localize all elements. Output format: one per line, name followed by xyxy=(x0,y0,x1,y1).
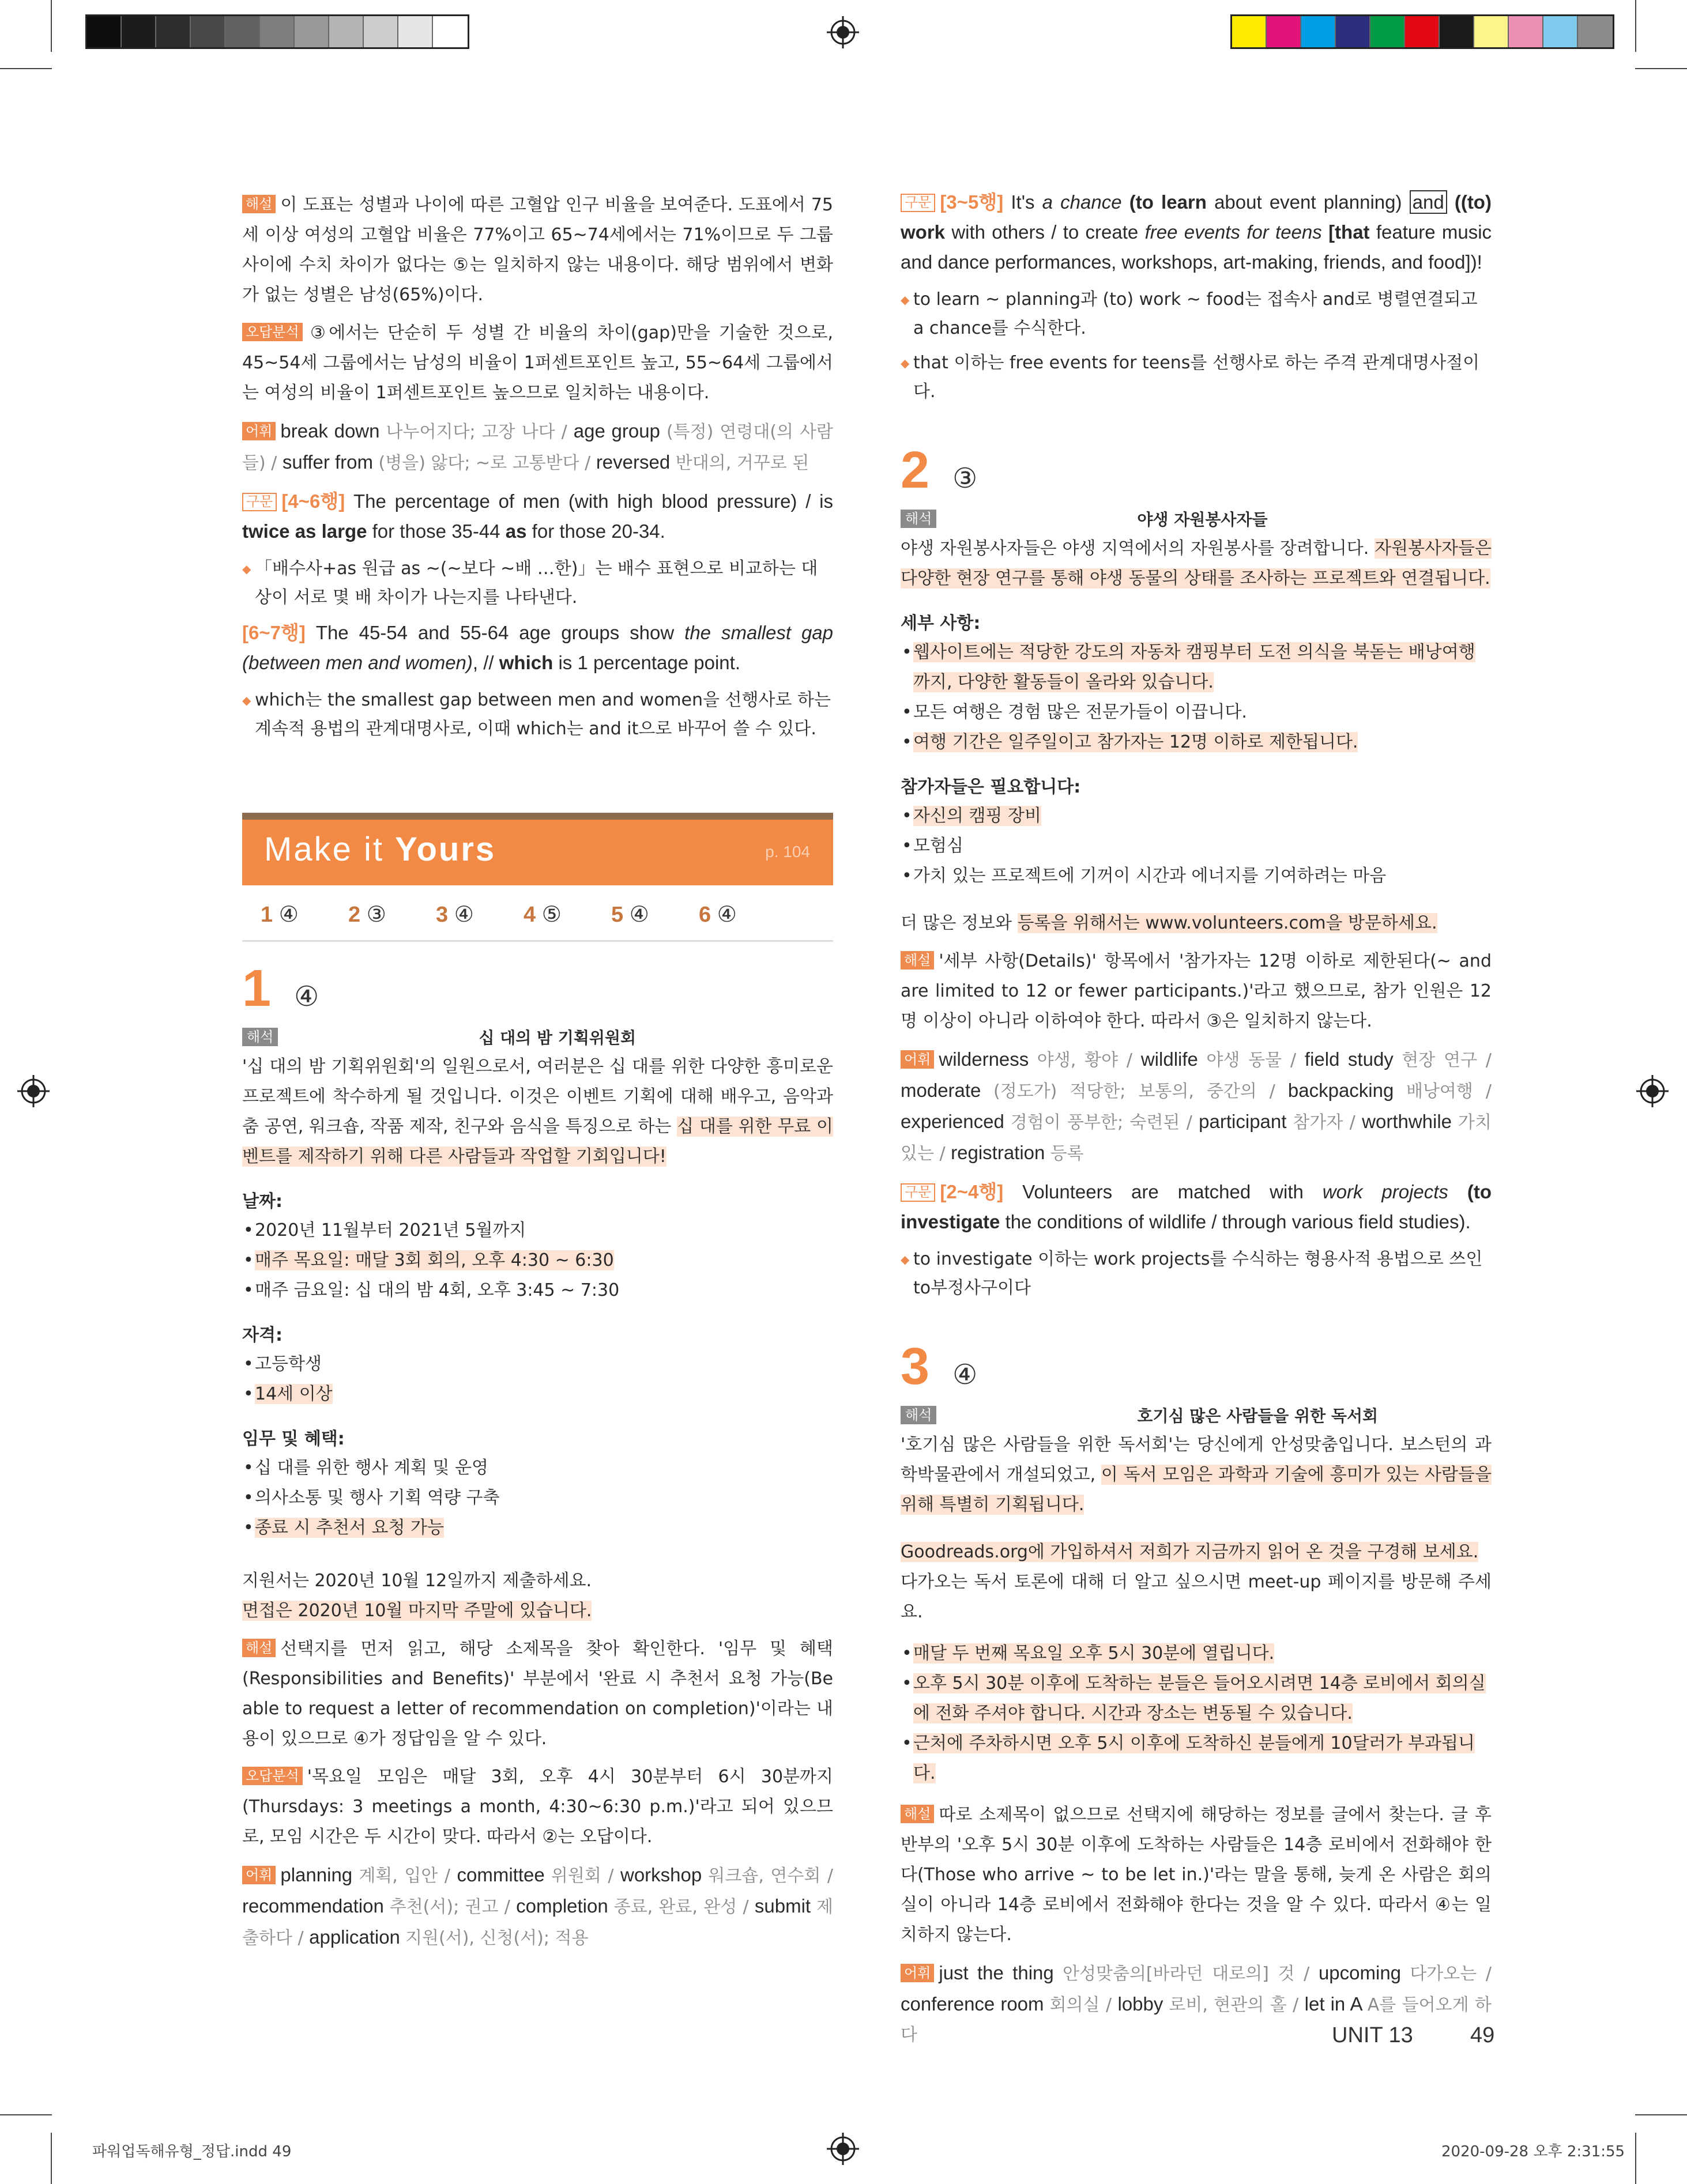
vocab-gloss: 회의실 / xyxy=(1049,1995,1118,2015)
crop-mark xyxy=(1635,2133,1636,2184)
vocab-word: wildlife xyxy=(1140,1048,1207,1070)
syntax-italic: the smallest gap (between men and women) xyxy=(242,622,834,673)
vocab-word: participant xyxy=(1199,1111,1293,1132)
wrong-analysis-paragraph xyxy=(242,1762,833,1852)
closing-text: 면접은 2020년 10월 마지막 주말에 있습니다. xyxy=(242,1601,592,1621)
syntax-paragraph xyxy=(901,1177,1492,1237)
line-ref: [3~5행] xyxy=(940,191,1004,213)
answer-key-row xyxy=(242,885,833,942)
answer-key-item xyxy=(699,901,786,927)
vocab-gloss: 워크숍, 연수회 / xyxy=(708,1866,833,1886)
explanation-tag: 해설 xyxy=(901,1805,934,1823)
translation-title: 호기심 많은 사람들을 위한 독서회 xyxy=(1137,1406,1379,1425)
process-color-bar xyxy=(1230,14,1614,49)
more-info-text xyxy=(901,908,1492,938)
more-info-lead: 더 많은 정보와 xyxy=(901,913,1012,933)
syntax-bold: twice as large xyxy=(242,520,367,542)
translation-text: '호기심 많은 사람들을 위한 독서회'는 당신에게 안성맞춤입니다. 보스턴의 과학박물관에서 개설되었고, xyxy=(901,1435,1492,1485)
vocab-gloss: 반대의, 거꾸로 된 xyxy=(675,453,809,473)
color-swatch xyxy=(295,16,329,47)
syntax-paragraph xyxy=(901,187,1492,277)
explanation-text: '세부 사항(Details)' 항목에서 '참가자는 12명 이하로 제한된다(~ and are limited to 12 or fewer participants.)'라고 했으므로, 참가 인원은 12명 이상이 아니라 이하여야 한다. 따라서 ③은 일치하지 않는다. xyxy=(901,951,1492,1031)
answer-key-item xyxy=(261,901,348,927)
vocab-word: wilderness xyxy=(939,1048,1037,1070)
vocab-word: submit xyxy=(754,1895,816,1917)
vocab-gloss: 경험이 풍부한; 숙련된 / xyxy=(1010,1112,1199,1133)
translation-text: 야생 자원봉사자들은 야생 지역에서의 자원봉사를 장려합니다. xyxy=(901,538,1369,559)
translation-text: 다가오는 독서 토론에 대해 더 알고 싶으시면 meet-up 페이지를 방문해 주세요. xyxy=(901,1572,1492,1622)
vocab-gloss: 야생, 황야 / xyxy=(1037,1050,1141,1070)
file-slug: 파워업독해유형_정답.indd 49 xyxy=(92,2143,292,2160)
explanation-text: 이 도표는 성별과 나이에 따른 고혈압 인구 비율을 보여준다. 도표에서 75세 이상 여성의 고혈압 비율은 77%이고 65~74세에서는 71%이므로 두 그룹 사이에 수치 차이가 없다는 ⑤는 일치하지 않는 내용이다. 해당 범위에서 변화가 없는 성별은 남성(65%)이다. xyxy=(242,195,833,305)
color-swatch xyxy=(87,16,122,47)
syntax-text: for those 20-34. xyxy=(532,520,665,542)
color-swatch xyxy=(1474,16,1509,47)
color-swatch xyxy=(260,16,295,47)
translation-intro xyxy=(901,1430,1492,1520)
crop-mark xyxy=(1635,2114,1687,2115)
vocab-word: application xyxy=(309,1926,406,1948)
syntax-text: The percentage of men (with high blood pressure) / is xyxy=(353,491,833,512)
explanation-tag: 해설 xyxy=(901,951,934,970)
vocab-word: recommendation xyxy=(242,1895,390,1917)
vocab-gloss: 계획, 입안 / xyxy=(359,1866,457,1886)
vocab-tag: 어휘 xyxy=(242,1866,276,1884)
crop-mark xyxy=(0,68,52,69)
color-swatch xyxy=(1336,16,1370,47)
answer-key-item xyxy=(611,901,699,927)
translation-intro xyxy=(242,1052,833,1172)
color-swatch xyxy=(156,16,191,47)
closing-text: 지원서는 2020년 10월 12일까지 제출하세요. xyxy=(242,1571,592,1591)
line-ref: [4~6행] xyxy=(281,491,345,512)
color-swatch xyxy=(1578,16,1613,47)
vocab-paragraph xyxy=(242,1860,833,1953)
vocab-gloss: 안성맞춤의[바라던 대로의] 것 / xyxy=(1063,1964,1319,1984)
line-ref: [2~4행] xyxy=(940,1181,1004,1202)
color-swatch xyxy=(225,16,260,47)
syntax-note: ◆ to investigate 이하는 work projects를 수식하는 형용사적 용법으로 쓰인 to부정사구이다 xyxy=(901,1245,1492,1303)
answer-key-item xyxy=(436,901,524,927)
translation-text: '십 대의 밤 기획위원회'의 일원으로서, 여러분은 십 대를 위한 다양한 흥미로운 프로젝트에 착수하게 될 것입니다. 이것은 이벤트 기획에 대해 배우고, 음악과 춤 공연, 워크숍, 작품 제작, 친구와 음식을 특징으로 하는 xyxy=(242,1057,833,1137)
color-swatch xyxy=(122,16,156,47)
syntax-italic: a chance xyxy=(1042,191,1122,213)
vocab-word: suffer from xyxy=(282,451,373,473)
vocab-gloss: 현장 연구 / xyxy=(1402,1050,1492,1070)
banner-title xyxy=(264,830,496,869)
color-swatch xyxy=(1405,16,1440,47)
vocab-gloss: (병을) 앓다; ~로 고통받다 / xyxy=(378,453,591,473)
list-item: • 모험심 xyxy=(901,831,1492,861)
color-swatch xyxy=(364,16,398,47)
explanation-paragraph xyxy=(901,1800,1492,1950)
vocab-word: break down xyxy=(280,420,380,442)
color-swatch xyxy=(1440,16,1474,47)
explanation-paragraph xyxy=(901,946,1492,1036)
crop-mark xyxy=(1635,0,1636,52)
highlighted-text: Goodreads.org에 가입하셔서 저희가 지금까지 읽어 온 것을 구경해 보세요. xyxy=(901,1542,1479,1562)
list-item: • 2020년 11월부터 2021년 5월까지 xyxy=(242,1216,833,1246)
vocab-gloss: 다가오는 / xyxy=(1410,1964,1492,1984)
explanation-text: 따로 소제목이 없으므로 선택지에 해당하는 정보를 글에서 찾는다. 글 후반부의 '오후 5시 30분 이후에 도착하는 사람들은 14층 로비에서 전화해야 한다(Those who arrive ~ to be let in.)'라는 말을 통해, 늦게 온 사람은 회의실이 아니라 14층 로비에서 전화해야 한다는 것을 알 수 있다. 따라서 ④는 일치하지 않는다. xyxy=(901,1805,1492,1945)
list-item: • 매주 금요일: 십 대의 밤 4회, 오후 3:45 ~ 7:30 xyxy=(242,1276,833,1306)
translation-tag: 해석 xyxy=(901,510,936,528)
print-timestamp: 2020-09-28 오후 2:31:55 xyxy=(1441,2143,1625,2160)
answer-key-number: 1 xyxy=(261,903,279,927)
vocab-gloss: 로비, 현관의 홀 / xyxy=(1169,1995,1305,2015)
wrong-analysis-text: '목요일 모임은 매달 3회, 오후 4시 30분부터 6시 30분까지(Thursdays: 3 meetings a month, 4:30~6:30 p.m.)'라고 되어 있으므로, 모임 시간은 두 시간이 맞다. 따라서 ②는 오답이다. xyxy=(242,1767,833,1847)
syntax-text: It's xyxy=(1011,191,1035,213)
highlighted-text: 십 대를 위한 무료 이벤트를 제작하기 위해 다른 사람들과 작업할 기회입니다! xyxy=(242,1116,834,1167)
list-item: • 고등학생 xyxy=(242,1349,833,1379)
syntax-text: for those 35-44 xyxy=(372,520,500,542)
syntax-boxed: and xyxy=(1410,190,1447,214)
vocab-word: lobby xyxy=(1117,1993,1169,2015)
section-label: 날짜: xyxy=(242,1191,283,1212)
syntax-text: Volunteers are matched with xyxy=(1022,1181,1304,1202)
explanation-paragraph xyxy=(242,190,833,310)
syntax-bold: (to investigate xyxy=(901,1181,1492,1232)
vocab-word: registration xyxy=(951,1142,1050,1163)
page-number: 49 xyxy=(1470,2023,1495,2047)
vocab-word: age group xyxy=(573,420,660,442)
syntax-tag: 구문 xyxy=(242,493,277,511)
answer-key-choice: ④ xyxy=(278,903,299,927)
make-it-yours-banner xyxy=(242,813,833,885)
vocab-word: let in A xyxy=(1304,1993,1368,2015)
right-column xyxy=(901,187,1495,2058)
highlighted-text: 등록을 위해서는 www.volunteers.com을 방문하세요. xyxy=(1017,913,1437,933)
crop-mark xyxy=(1635,68,1687,69)
question-number: 2 xyxy=(901,442,930,499)
question-answer: ④ xyxy=(952,1359,978,1391)
translation-header xyxy=(901,507,1492,530)
question-number: 3 xyxy=(901,1338,930,1395)
syntax-bold: work xyxy=(901,221,946,243)
list-item: 매주 목요일: 매달 3회 회의, 오후 4:30 ~ 6:30 xyxy=(255,1250,614,1270)
registration-mark-icon xyxy=(827,16,859,48)
syntax-note: ◆ that 이하는 free events for teens를 선행사로 하는 주격 관계대명사절이다. xyxy=(901,349,1492,406)
explanation-text: 선택지를 먼저 읽고, 해당 소제목을 찾아 확인한다. '임무 및 혜택(Responsibilities and Benefits)' 부분에서 '완료 시 추천서 요청 가능(Be able to request a letter of recommendation on completion)'이라는 내용이 있으므로 ④가 정답임을 알 수 있다. xyxy=(242,1639,833,1749)
list-item: 매달 두 번째 목요일 오후 5시 30분에 열립니다. xyxy=(913,1643,1275,1664)
banner-title-bold: Yours xyxy=(395,831,496,868)
section-label: 세부 사항: xyxy=(901,613,981,633)
syntax-note: ◆ which는 the smallest gap between men and women을 선행사로 하는 계속적 용법의 관계대명사로, 이때 which는 and it으로 바꾸어 쓸 수 있다. xyxy=(242,686,833,744)
color-swatch xyxy=(398,16,433,47)
crop-mark xyxy=(0,2114,52,2115)
question-header xyxy=(901,1337,1492,1397)
vocab-word: field study xyxy=(1304,1048,1402,1070)
answer-key-number: 4 xyxy=(524,903,542,927)
list-item: 오후 5시 30분 이후에 도착하는 분들은 들어오시려면 14층 로비에서 회의실에 전화 주셔야 합니다. 시간과 장소는 변동될 수 있습니다. xyxy=(913,1673,1486,1723)
syntax-bold: [that xyxy=(1328,221,1370,243)
vocab-word: experienced xyxy=(901,1111,1011,1132)
highlighted-text: 자원봉사자들은 다양한 현장 연구를 통해 야생 동물의 상태를 조사하는 프로젝트와 연결됩니다. xyxy=(901,538,1492,589)
translation-intro xyxy=(901,534,1492,594)
answer-key-number: 5 xyxy=(611,903,630,927)
wrong-analysis-paragraph xyxy=(242,318,833,408)
list-item: • 가치 있는 프로젝트에 기꺼이 시간과 에너지를 기여하려는 마음 xyxy=(901,861,1492,891)
registration-mark-icon xyxy=(17,1075,50,1107)
list-item: 여행 기간은 일주일이고 참가자는 12명 이하로 제한됩니다. xyxy=(913,732,1358,752)
syntax-tag: 구문 xyxy=(901,194,935,212)
banner-page-ref: p. 104 xyxy=(765,843,810,861)
translation-title: 십 대의 밤 기획위원회 xyxy=(479,1028,637,1047)
color-swatch xyxy=(433,16,468,47)
syntax-text: about event planning) xyxy=(1214,191,1402,213)
vocab-paragraph xyxy=(901,1044,1492,1169)
list-item: 종료 시 추천서 요청 가능 xyxy=(255,1518,444,1538)
explanation-tag: 해설 xyxy=(242,195,276,213)
vocab-gloss: 등록 xyxy=(1050,1144,1084,1164)
syntax-tag: 구문 xyxy=(901,1183,935,1202)
registration-mark-icon xyxy=(1636,1075,1669,1107)
wrong-analysis-tag: 오답분석 xyxy=(242,1767,303,1785)
translation-header xyxy=(901,1404,1492,1427)
explanation-paragraph xyxy=(242,1634,833,1754)
vocab-word: completion xyxy=(516,1895,614,1917)
line-ref: [6~7행] xyxy=(242,622,306,643)
answer-key-number: 2 xyxy=(348,903,367,927)
vocab-gloss: 야생 동물 / xyxy=(1206,1050,1305,1070)
translation-header xyxy=(242,1025,833,1048)
syntax-text: the conditions of wildlife / through various field studies). xyxy=(1005,1211,1471,1232)
question-number: 1 xyxy=(242,960,272,1017)
vocab-word: workshop xyxy=(620,1864,709,1885)
answer-key-choice: ④ xyxy=(629,903,649,927)
vocab-word: worthwhile xyxy=(1362,1111,1459,1132)
explanation-tag: 해설 xyxy=(242,1639,276,1657)
answer-key-number: 3 xyxy=(436,903,454,927)
vocab-gloss: 종료, 완료, 완성 / xyxy=(613,1897,755,1917)
syntax-bold: (to learn xyxy=(1129,191,1207,213)
vocab-word: upcoming xyxy=(1318,1962,1410,1983)
syntax-note: ◆ to learn ~ planning과 (to) work ~ food는 접속사 and로 병렬연결되고 a chance를 수식한다. xyxy=(901,285,1492,343)
vocab-word: planning xyxy=(280,1864,359,1885)
vocab-gloss: 배낭여행 / xyxy=(1406,1081,1492,1102)
list-item: • 모든 여행은 경험 많은 전문가들이 이끕니다. xyxy=(901,697,1492,727)
vocab-gloss: 제출하다 / xyxy=(242,1897,833,1948)
vocab-gloss: A를 들어오게 하다 xyxy=(901,1995,1492,2045)
vocab-gloss: (특정) 연령대(의 사람들) / xyxy=(242,422,833,473)
vocab-gloss: 참가자 / xyxy=(1293,1112,1362,1133)
vocab-tag: 어휘 xyxy=(901,1964,934,1982)
wrong-analysis-tag: 오답분석 xyxy=(242,323,303,341)
syntax-bold: as xyxy=(505,520,527,542)
color-swatch xyxy=(1267,16,1301,47)
section-label: 임무 및 혜택: xyxy=(242,1429,345,1449)
crop-mark xyxy=(51,0,52,52)
question-answer: ④ xyxy=(294,980,319,1013)
syntax-italic: work projects xyxy=(1322,1181,1448,1202)
syntax-bold: which xyxy=(499,652,553,673)
question-header xyxy=(242,959,833,1019)
vocab-word: just the thing xyxy=(939,1962,1063,1983)
list-item: • 십 대를 위한 행사 계획 및 운영 xyxy=(242,1453,833,1483)
syntax-note: ◆ 「배수사+as 원급 as ~(~보다 ~배 …한)」는 배수 표현으로 비교하는 대상이 서로 몇 배 차이가 나는지를 나타낸다. xyxy=(242,555,833,612)
answer-key-item xyxy=(524,901,611,927)
grayscale-color-bar xyxy=(85,14,469,49)
syntax-italic: free events for teens xyxy=(1144,221,1322,243)
vocab-gloss: 추천(서); 권고 / xyxy=(389,1897,517,1917)
syntax-bold: ((to) xyxy=(1454,191,1492,213)
list-item: 자신의 캠핑 장비 xyxy=(913,806,1041,826)
banner-title-light: Make it xyxy=(264,831,384,868)
answer-key-item xyxy=(348,901,436,927)
question-answer: ③ xyxy=(952,462,978,495)
list-item: • 의사소통 및 행사 기획 역량 구축 xyxy=(242,1483,833,1513)
syntax-text: , // xyxy=(472,652,494,673)
color-swatch xyxy=(1232,16,1267,47)
color-swatch xyxy=(1543,16,1578,47)
answer-key-number: 6 xyxy=(699,903,717,927)
highlighted-text: 이 독서 모임은 과학과 기술에 흥미가 있는 사람들을 위해 특별히 기획됩니다. xyxy=(901,1465,1492,1515)
vocab-gloss: 지원(서), 신청(서); 적용 xyxy=(405,1928,589,1948)
syntax-text: is 1 percentage point. xyxy=(558,652,740,673)
color-swatch xyxy=(191,16,225,47)
color-swatch xyxy=(329,16,364,47)
color-swatch xyxy=(1509,16,1543,47)
section-label: 참가자들은 필요합니다: xyxy=(901,777,1081,797)
vocab-tag: 어휘 xyxy=(901,1050,934,1069)
left-column xyxy=(242,190,833,1962)
section-label: 자격: xyxy=(242,1325,283,1345)
vocab-gloss: 위원회 / xyxy=(551,1866,620,1886)
translation-title: 야생 자원봉사자들 xyxy=(1137,510,1268,529)
unit-label: UNIT 13 xyxy=(1332,2023,1413,2047)
vocab-word: committee xyxy=(457,1864,551,1885)
answer-key-choice: ⑤ xyxy=(541,903,562,927)
translation-tag: 해석 xyxy=(242,1028,278,1046)
answer-key-choice: ③ xyxy=(366,903,386,927)
vocab-word: conference room xyxy=(901,1993,1050,2015)
syntax-text: with others / to create xyxy=(951,221,1139,243)
syntax-text: The 45-54 and 55-64 age groups show xyxy=(315,622,675,643)
color-swatch xyxy=(1301,16,1336,47)
vocab-gloss: (정도가) 적당한; 보통의, 중간의 / xyxy=(993,1081,1288,1102)
crop-mark xyxy=(51,2133,52,2184)
vocab-word: backpacking xyxy=(1287,1080,1406,1101)
syntax-paragraph xyxy=(242,486,833,546)
translation-tag: 해석 xyxy=(901,1406,936,1424)
list-item: 웹사이트에는 적당한 강도의 자동차 캠핑부터 도전 의식을 북돋는 배낭여행까지, 다양한 활동들이 올라와 있습니다. xyxy=(913,642,1475,692)
question-header xyxy=(901,441,1492,500)
color-swatch xyxy=(1370,16,1405,47)
list-item: 14세 이상 xyxy=(255,1384,333,1404)
answer-key-choice: ④ xyxy=(717,903,737,927)
answer-key-choice: ④ xyxy=(454,903,474,927)
vocab-gloss: 나누어지다; 고장 나다 / xyxy=(386,422,567,442)
vocab-paragraph xyxy=(242,416,833,478)
registration-mark-icon xyxy=(827,2133,859,2165)
vocab-tag: 어휘 xyxy=(242,422,276,440)
vocab-word: reversed xyxy=(596,451,671,473)
wrong-analysis-text: ③에서는 단순히 두 성별 간 비율의 차이(gap)만을 기술한 것으로, 45~54세 그룹에서는 남성의 비율이 1퍼센트포인트 높고, 55~64세 그룹에서는 여성의 비율이 1퍼센트포인트 높으므로 일치하는 내용이다. xyxy=(242,323,833,403)
list-item: 근처에 주차하시면 오후 5시 이후에 도착하신 분들에게 10달러가 부과됩니다. xyxy=(913,1733,1475,1783)
vocab-word: moderate xyxy=(901,1080,994,1101)
syntax-text: feature music and dance performances, workshops, art-making, friends, and food])! xyxy=(901,221,1492,273)
vocab-gloss: 가치 있는 / xyxy=(901,1112,1492,1164)
syntax-paragraph xyxy=(242,618,833,678)
